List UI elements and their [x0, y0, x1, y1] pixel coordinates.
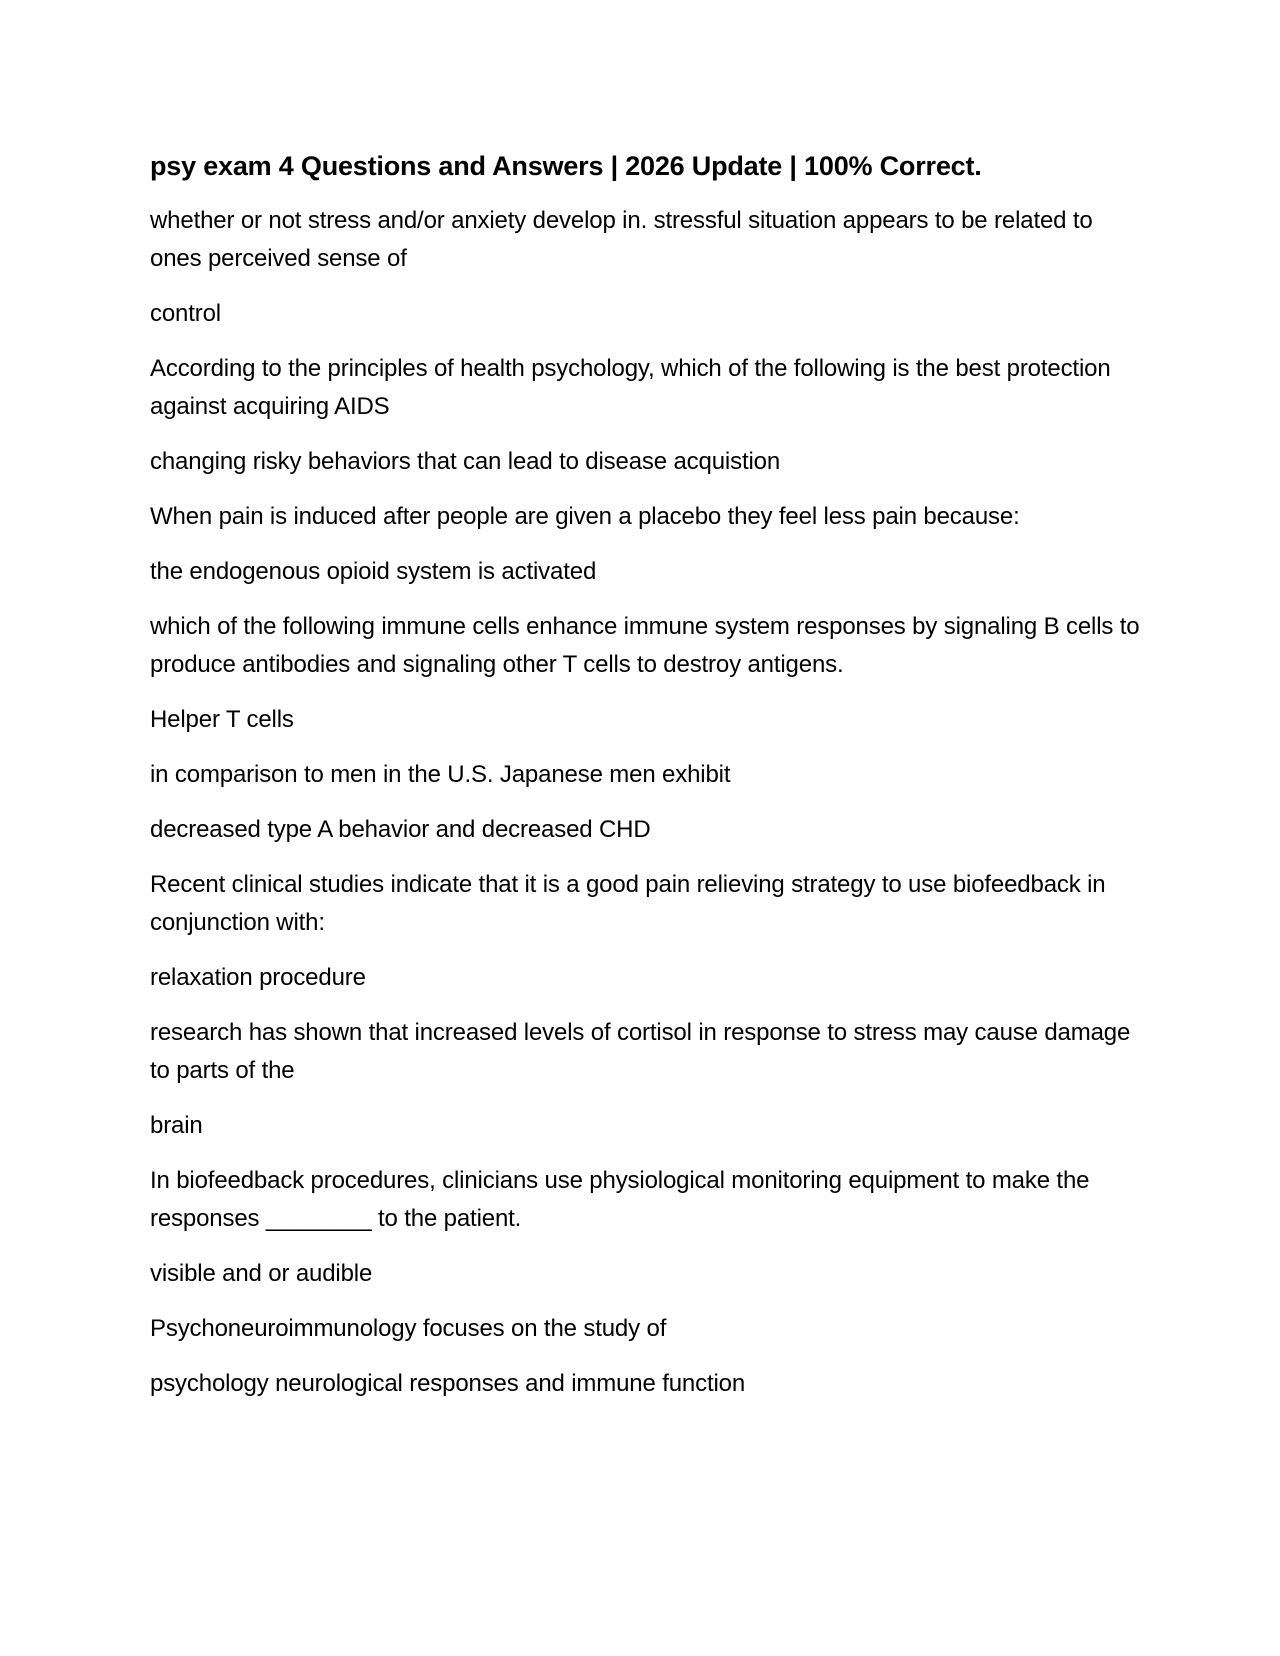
qa-item [150, 1310, 1150, 1403]
question-text: which of the following immune cells enhance immune system responses by signaling B cells to produce antibodies and signaling other T cells to destroy antigens. [150, 613, 1140, 678]
answer-text: psychology neurological responses and immune function [150, 1370, 746, 1397]
qa-item [150, 498, 1150, 591]
qa-item [150, 350, 1150, 481]
qa-list [150, 202, 1150, 1403]
qa-item [150, 866, 1150, 997]
answer-text: changing risky behaviors that can lead to disease acquistion [150, 448, 781, 475]
answer-text: decreased type A behavior and decreased CHD [150, 816, 651, 843]
question-text: According to the principles of health psychology, which of the following is the best protection against acquiring AIDS [150, 355, 1111, 420]
qa-item [150, 1162, 1150, 1293]
document-page [150, 148, 1150, 1420]
question-text: research has shown that increased levels of cortisol in response to stress may cause damage to parts of the [150, 1019, 1131, 1084]
qa-item [150, 202, 1150, 333]
answer-text: visible and or audible [150, 1260, 373, 1287]
answer-text: Helper T cells [150, 706, 294, 733]
question-text: whether or not stress and/or anxiety develop in. stressful situation appears to be related to ones perceived sense of [150, 207, 1093, 272]
question-text: Recent clinical studies indicate that it is a good pain relieving strategy to use biofeedback in conjunction with: [150, 871, 1106, 936]
answer-text: brain [150, 1112, 203, 1139]
answer-text: relaxation procedure [150, 964, 366, 991]
question-text: in comparison to men in the U.S. Japanese men exhibit [150, 761, 731, 788]
qa-item [150, 608, 1150, 739]
qa-item [150, 756, 1150, 849]
question-text: When pain is induced after people are given a placebo they feel less pain because: [150, 503, 1020, 530]
qa-item [150, 1014, 1150, 1145]
document-title: psy exam 4 Questions and Answers | 2026 Update | 100% Correct. [150, 151, 982, 181]
answer-text: control [150, 300, 221, 327]
question-text: Psychoneuroimmunology focuses on the study of [150, 1315, 667, 1342]
question-text: In biofeedback procedures, clinicians use physiological monitoring equipment to make the responses ________ to the patient. [150, 1167, 1090, 1232]
answer-text: the endogenous opioid system is activated [150, 558, 597, 585]
